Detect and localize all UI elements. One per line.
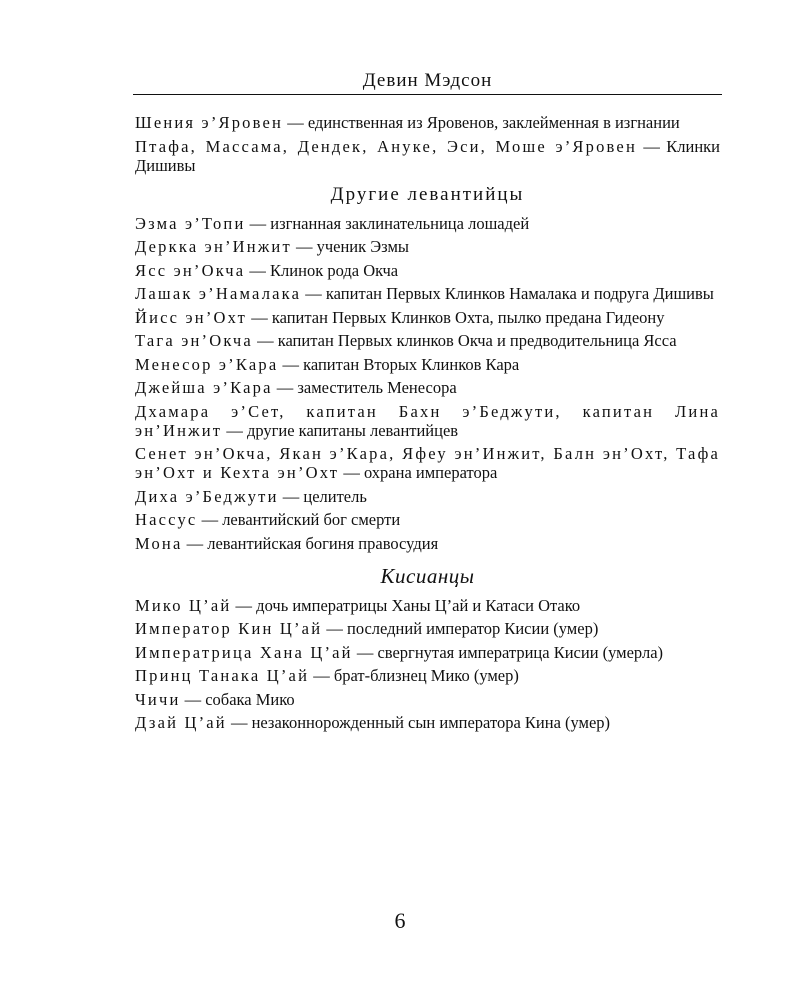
entry-name: Дхамара э’Сет, капитан Бахн э’Беджути, капитан Лина эн’Инжит (135, 401, 720, 440)
entry-name: Деркка эн’Инжит (135, 237, 292, 256)
list-entry (135, 355, 720, 374)
entry-description: — изгнанная заклинательница лошадей (245, 213, 530, 233)
section-kisians (135, 596, 720, 733)
section-heading-levanti: Другие левантийцы (330, 183, 525, 205)
entry-name: Диха э’Беджути (135, 486, 279, 506)
list-entry (135, 643, 720, 662)
section-heading-kisians: Кисианцы (380, 563, 475, 588)
entry-name: Ясс эн’Окча (135, 260, 246, 280)
entry-description: — целитель (278, 486, 367, 506)
entry-description: — единственная из Яровенов, заклейменная в изгнании (283, 113, 680, 132)
entry-description: — последний император Кисии (умер) (322, 619, 599, 638)
entry-description: — брат-близнец Мико (умер) (309, 666, 519, 685)
entry-description: — незаконнорожденный сын императора Кина (умер) (226, 713, 611, 732)
entry-name: Тага эн’Окча (135, 331, 253, 350)
header-rule (133, 94, 722, 95)
entry-name: Чичи (135, 689, 181, 709)
entry-description: — другие капитаны левантийцев (222, 420, 459, 440)
entry-description: — свергнутая императрица Кисии (умерла) (352, 642, 664, 662)
entry-description: — капитан Первых Клинков Охта, пылко предана Гидеону (247, 307, 665, 327)
list-entry (135, 534, 720, 553)
list-entry (135, 261, 720, 280)
section-levanti (135, 214, 720, 553)
list-entry (135, 666, 720, 685)
entry-name: Лашак э’Намалака (135, 284, 302, 303)
list-entry (135, 510, 720, 529)
list-entry (135, 214, 720, 233)
entry-description: — дочь императрицы Ханы Ц’ай и Катаси Отако (231, 595, 581, 615)
entry-description: — капитан Вторых Клинков Кара (278, 354, 520, 374)
list-entry (135, 690, 720, 709)
entry-name: Принц Танака Ц’ай (135, 666, 310, 685)
list-entry (135, 331, 720, 350)
entry-name: Император Кин Ц’ай (135, 619, 323, 638)
entry-name: Мико Ц’ай (135, 595, 232, 615)
entry-description: — заместитель Менесора (272, 378, 457, 397)
list-entry (135, 237, 720, 256)
entry-description: — ученик Эзмы (291, 237, 409, 256)
list-entry (135, 284, 720, 303)
list-entry (135, 444, 720, 482)
list-entry (135, 308, 720, 327)
entry-name: Нассус (135, 510, 198, 529)
entry-description: — капитан Первых Клинков Намалака и подруга Дишивы (301, 284, 714, 303)
entry-name: Шения э’Яровен (135, 113, 284, 132)
entry-description: — левантийская богиня правосудия (182, 533, 439, 553)
entry-description: — левантийский бог смерти (197, 510, 401, 529)
list-entry (135, 402, 720, 440)
running-head: Девин Мэдсон (362, 70, 493, 91)
entry-description: — Клинки Дишивы (135, 136, 720, 175)
entry-name: Императрица Хана Ц’ай (135, 642, 353, 662)
entry-name: Дзай Ц’ай (135, 713, 227, 732)
entry-description: — собака Мико (180, 689, 295, 709)
list-entry (135, 596, 720, 615)
entry-description: — Клинок рода Окча (245, 260, 399, 280)
entry-name: Птафа, Массама, Дендек, Ануке, Эси, Моше э’Яровен (135, 136, 637, 156)
section-yaroven (135, 113, 720, 175)
list-entry (135, 137, 720, 175)
list-entry (135, 713, 720, 732)
list-entry (135, 487, 720, 506)
entry-name: Сенет эн’Окча, Якан э’Кара, Яфеу эн’Инжит, Балн эн’Охт, Тафа эн’Охт и Кехта эн’Охт (135, 444, 720, 482)
entry-name: Йисс эн’Охт (135, 307, 248, 327)
character-list (135, 113, 720, 737)
list-entry (135, 619, 720, 638)
entry-description: — охрана императора (339, 463, 498, 482)
list-entry (135, 378, 720, 397)
entry-name: Менесор э’Кара (135, 354, 279, 374)
page-number: 6 (394, 908, 406, 933)
entry-name: Мона (135, 533, 183, 553)
list-entry (135, 113, 720, 132)
entry-description: — капитан Первых клинков Окча и предводительница Ясса (252, 331, 677, 350)
entry-name: Эзма э’Топи (135, 213, 246, 233)
entry-name: Джейша э’Кара (135, 378, 273, 397)
